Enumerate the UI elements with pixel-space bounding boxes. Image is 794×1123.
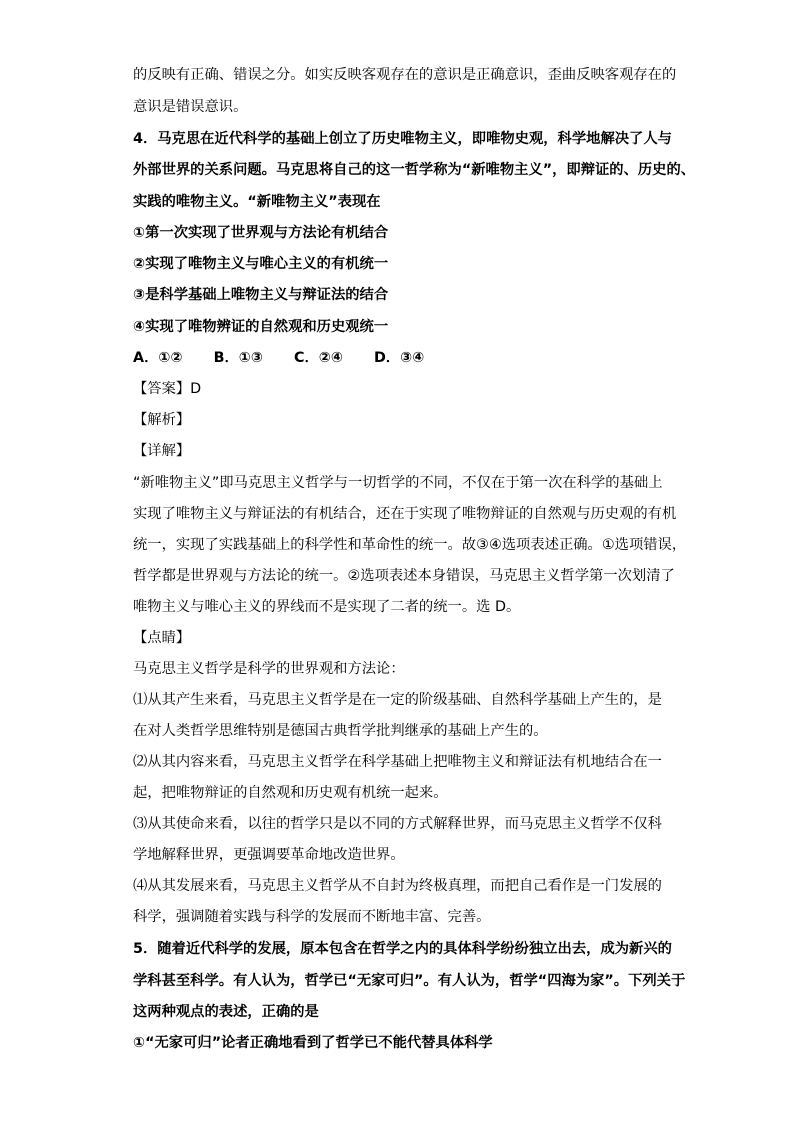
q4-stem-line-3: 实践的唯物主义。“新唯物主义”表现在 <box>133 194 381 210</box>
q4-detail-line-4: 哲学都是世界观与方法论的统一。②选项表述本身错误，马克思主义哲学第一次划清了 <box>133 568 675 584</box>
q4-tip-3a: ⑶从其使命来看，以往的哲学只是以不同的方式解释世界，而马克思主义哲学不仅科 <box>133 816 662 832</box>
q4-tip-1b: 在对人类哲学思维特别是德国古典哲学批判继承的基础上产生的。 <box>133 723 548 739</box>
q4-option-a: A．①② <box>133 350 183 366</box>
q4-tip-4b: 科学，强调随着实践与科学的发展而不断地丰富、完善。 <box>133 909 491 925</box>
q4-tip-intro: 马克思主义哲学是科学的世界观和方法论： <box>133 661 405 677</box>
q4-item-2: ②实现了唯物主义与唯心主义的有机统一 <box>133 256 389 272</box>
q4-item-4: ④实现了唯物辨证的自然观和历史观统一 <box>133 319 389 335</box>
q4-options <box>133 348 450 368</box>
q4-detail-line-5: 唯物主义与唯心主义的界线而不是实现了二者的统一。选 D。 <box>133 599 521 615</box>
q4-analysis-label: 【解析】 <box>133 412 191 428</box>
q4-option-b: B．①③ <box>213 350 263 366</box>
q4-answer: 【答案】D <box>133 381 202 397</box>
q4-stem-line-1: 4．马克思在近代科学的基础上创立了历史唯物主义，即唯物史观，科学地解决了人与 <box>133 131 672 147</box>
q4-tip-3b: 学地解释世界，更强调要革命地改造世界。 <box>133 847 405 863</box>
intro-line-1: 的反映有正确、错误之分。如实反映客观存在的意识是正确意识，歪曲反映客观存在的 <box>133 67 677 83</box>
q4-item-1: ①第一次实现了世界观与方法论有机结合 <box>133 225 389 241</box>
q4-detail-line-3: 统一，实现了实践基础上的科学性和革命性的统一。故③④选项表述正确。①选项错误， <box>133 537 687 553</box>
q4-tip-2b: 起，把唯物辩证的自然观和历史观有机统一起来。 <box>133 785 448 801</box>
q4-detail-label: 【详解】 <box>133 443 191 459</box>
q4-tip-4a: ⑷从其发展来看，马克思主义哲学从不自封为终极真理，而把自己看作是一门发展的 <box>133 878 662 894</box>
q4-tip-label: 【点睛】 <box>133 630 191 646</box>
intro-line-2: 意识是错误意识。 <box>133 99 248 115</box>
q5-stem-line-3: 这两种观点的表述，正确的是 <box>133 1004 319 1020</box>
q5-stem-line-1: 5．随着近代科学的发展，原本包含在哲学之内的具体科学纷纷独立出去，成为新兴的 <box>133 941 672 957</box>
q4-option-d: D．③④ <box>373 350 425 366</box>
q4-detail-line-2: 实现了唯物主义与辩证法的有机结合，还在于实现了唯物辩证的自然观与历史观的有机 <box>133 506 677 522</box>
q4-option-c: C．②④ <box>293 350 343 366</box>
q5-item-1: ①“无家可归”论者正确地看到了哲学已不能代替具体科学 <box>133 1035 493 1051</box>
q4-tip-1a: ⑴从其产生来看，马克思主义哲学是在一定的阶级基础、自然科学基础上产生的，是 <box>133 692 662 708</box>
q4-stem-line-2: 外部世界的关系问题。马克思将自己的这一哲学称为“新唯物主义”，即辩证的、历史的、 <box>133 162 696 178</box>
q4-detail-line-1: “新唯物主义”即马克思主义哲学与一切哲学的不同，不仅在于第一次在科学的基础上 <box>133 475 663 491</box>
q4-item-3: ③是科学基础上唯物主义与辩证法的结合 <box>133 287 389 303</box>
q4-tip-2a: ⑵从其内容来看，马克思主义哲学在科学基础上把唯物主义和辩证法有机地结合在一 <box>133 754 662 770</box>
q5-stem-line-2: 学科甚至科学。有人认为，哲学已“无家可归”。有人认为，哲学“四海为家”。下列关于 <box>133 973 686 989</box>
